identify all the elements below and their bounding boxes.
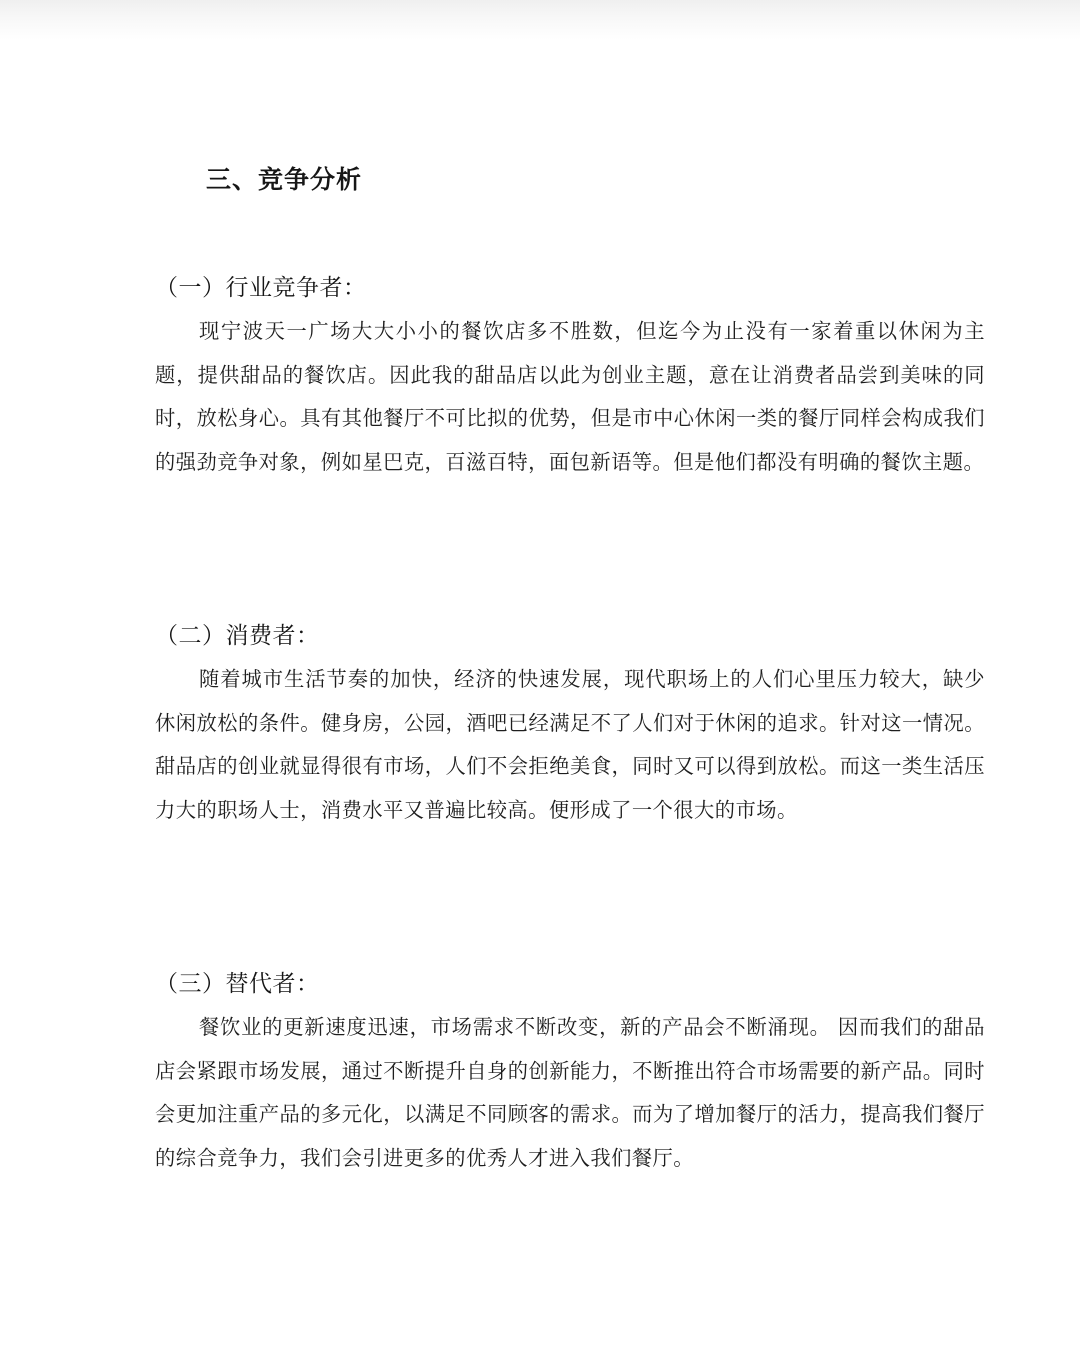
- page-title: 三、竞争分析: [206, 165, 363, 194]
- section-heading: （二）消费者：: [155, 623, 320, 649]
- section-paragraph: 餐饮业的更新速度迅速，市场需求不断改变，新的产品会不断涌现。 因而我们的甜品店会紧跟市场发展，通过不断提升自身的创新能力，不断推出符合市场需要的新产品。同时会更加注重产品的多元化，以满足不同顾客的需求。而为了增加餐厅的活力，提高我们餐厅的综合竞争力，我们会引进更多的优秀人才进入我们餐厅。: [155, 1015, 985, 1171]
- section-industry-competitors: [155, 266, 985, 485]
- section-paragraph: 随着城市生活节奏的加快，经济的快速发展，现代职场上的人们心里压力较大，缺少休闲放松的条件。健身房，公园，酒吧已经满足不了人们对于休闲的追求。针对这一情况。甜品店的创业就显得很有市场，人们不会拒绝美食，同时又可以得到放松。而这一类生活压力大的职场人士，消费水平又普遍比较高。便形成了一个很大的市场。: [155, 667, 985, 823]
- section-substitutes: [155, 962, 985, 1181]
- section-consumers: [155, 614, 985, 833]
- section-heading: （三）替代者：: [155, 971, 320, 997]
- section-heading: （一）行业竞争者：: [155, 275, 367, 301]
- section-paragraph: 现宁波天一广场大大小小的餐饮店多不胜数，但迄今为止没有一家着重以休闲为主题，提供甜品的餐饮店。因此我的甜品店以此为创业主题，意在让消费者品尝到美味的同时，放松身心。具有其他餐厅不可比拟的优势，但是市中心休闲一类的餐厅同样会构成我们的强劲竞争对象，例如星巴克，百滋百特，面包新语等。但是他们都没有明确的餐饮主题。: [155, 319, 985, 475]
